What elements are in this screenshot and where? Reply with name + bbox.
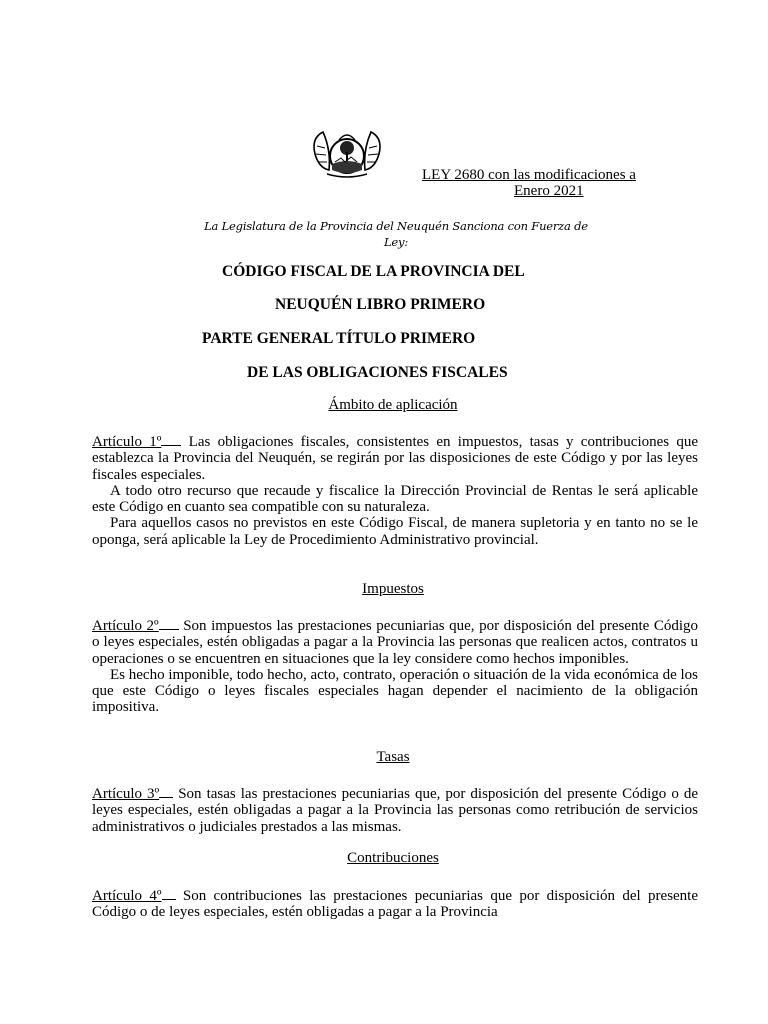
law-header-line-1: LEY 2680 con las modificaciones a (422, 167, 636, 183)
article-4-label: Artículo 4º (92, 888, 162, 904)
article-3-text: Son tasas las prestaciones pecuniarias que, por disposición del presente Código o de leyes especiales, estén obligadas a pagar a la Provincia las personas como retribución de servicios administrativos o judiciales prestados a las mismas. (92, 786, 699, 835)
article-1 (92, 433, 698, 548)
provincial-crest-icon (309, 124, 385, 180)
law-header-line-2: Enero 2021 (514, 183, 584, 199)
article-2-label: Artículo 2º (92, 618, 159, 634)
code-title-line-2: NEUQUÉN LIBRO PRIMERO (275, 296, 486, 313)
article-1-label: Artículo 1º (92, 434, 162, 450)
section-heading-ambito: Ámbito de aplicación (328, 397, 458, 413)
law-header (422, 167, 722, 199)
article-3 (92, 785, 698, 835)
article-2 (92, 617, 698, 716)
code-title-line-3: PARTE GENERAL TÍTULO PRIMERO (202, 330, 476, 347)
article-1-paragraph-2: A todo otro recurso que recaude y fiscalice la Dirección Provincial de Rentas le será aplicable este Código en cuanto sea compatible con su naturaleza. (92, 482, 698, 516)
section-heading-impuestos: Impuestos (362, 581, 424, 597)
article-3-label: Artículo 3º (92, 786, 160, 802)
article-4 (92, 887, 698, 921)
article-1-text: Las obligaciones fiscales, consistentes en impuestos, tasas y contribuciones que establezca la Provincia del Neuquén, se regirán por las disposiciones de este Código y por las leyes fiscales especiales. (92, 434, 699, 483)
code-title-line-4: DE LAS OBLIGACIONES FISCALES (247, 364, 508, 381)
article-1-paragraph-3: Para aquellos casos no previstos en este Código Fiscal, de manera supletoria y en tanto no se le oponga, será aplicable la Ley de Procedimiento Administrativo provincial. (92, 515, 698, 548)
section-heading-tasas: Tasas (376, 749, 410, 765)
article-2-text: Son impuestos las prestaciones pecuniarias que, por disposición del presente Código o leyes especiales, estén obligadas a pagar a la Provincia las personas que realicen actos, contratos u operaciones o se encuentren en situaciones que la ley considere como hechos imponibles. (92, 618, 698, 667)
article-4-text: Son contribuciones las prestaciones pecuniarias que por disposición del presente Código o de leyes especiales, estén obligadas a pagar a la Provincia (92, 888, 699, 921)
enactment-formula: La Legislatura de la Provincia del Neuquén Sanciona con Fuerza de Ley: (204, 219, 588, 249)
section-heading-contribuciones: Contribuciones (347, 850, 439, 866)
article-2-paragraph-2: Es hecho imponible, todo hecho, acto, contrato, operación o situación de la vida económica de los que este Código o leyes fiscales especiales hagan depender el nacimiento de la obligación impositiva. (92, 666, 698, 716)
code-title-line-1: CÓDIGO FISCAL DE LA PROVINCIA DEL (222, 263, 525, 280)
